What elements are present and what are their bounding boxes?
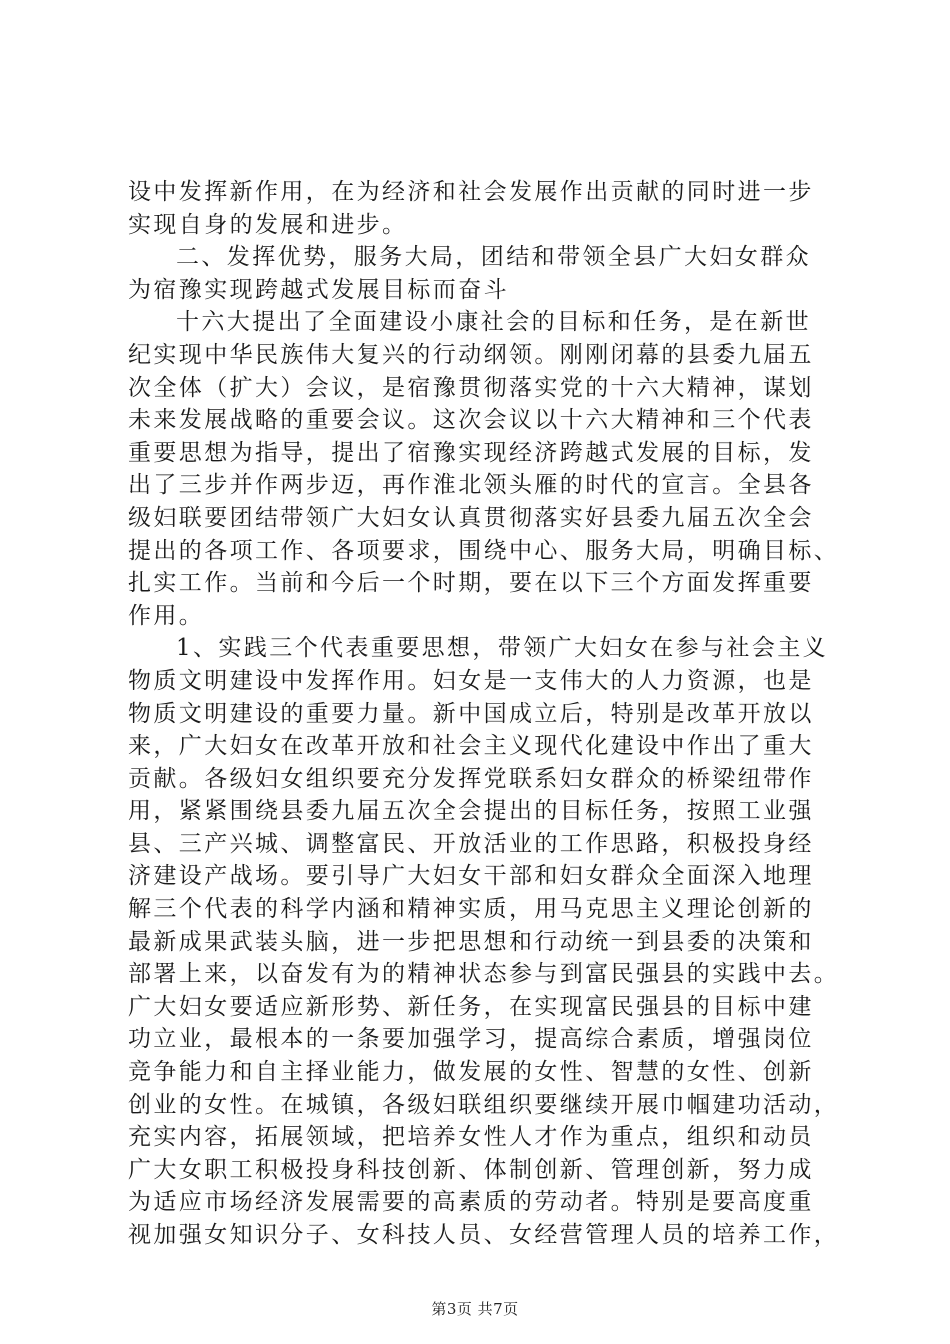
text-line: 出了三步并作两步迈，再作淮北领头雁的时代的宣言。全县各 <box>128 472 814 499</box>
text-line: 作用。 <box>128 602 205 629</box>
text-line: 实现自身的发展和进步。 <box>128 211 408 238</box>
text-line: 为宿豫实现跨越式发展目标而奋斗 <box>128 276 509 303</box>
text-line: 广大女职工积极投身科技创新、体制创新、管理创新，努力成 <box>128 1156 814 1183</box>
text-line: 级妇联要团结带领广大妇女认真贯彻落实好县委九届五次全会 <box>128 504 814 531</box>
text-line: 功立业，最根本的一条要加强学习，提高综合素质，增强岗位 <box>128 1026 814 1053</box>
text-line: 重要思想为指导，提出了宿豫实现经济跨越式发展的目标，发 <box>128 439 814 466</box>
document-body <box>128 176 840 1252</box>
text-line: 解三个代表的科学内涵和精神实质，用马克思主义理论创新的 <box>128 896 814 923</box>
text-line: 十六大提出了全面建设小康社会的目标和任务，是在新世 <box>176 309 811 336</box>
text-line: 部署上来，以奋发有为的精神状态参与到富民强县的实践中去。 <box>128 961 840 988</box>
text-line: 贡献。各级妇女组织要充分发挥党联系妇女群众的桥梁纽带作 <box>128 765 814 792</box>
text-line: 1、实践三个代表重要思想，带领广大妇女在参与社会主义 <box>176 635 829 662</box>
text-line: 设中发挥新作用，在为经济和社会发展作出贡献的同时进一步 <box>128 179 814 205</box>
text-line: 扎实工作。当前和今后一个时期，要在以下三个方面发挥重要 <box>128 570 814 597</box>
text-line: 未来发展战略的重要会议。这次会议以十六大精神和三个代表 <box>128 407 814 434</box>
text-line: 最新成果武装头脑，进一步把思想和行动统一到县委的决策和 <box>128 928 814 955</box>
page-footer: 第3页 共7页 <box>431 1300 519 1318</box>
text-line: 物质文明建设的重要力量。新中国成立后，特别是改革开放以 <box>128 700 814 727</box>
text-line: 广大妇女要适应新形势、新任务，在实现富民强县的目标中建 <box>128 993 814 1020</box>
text-line: 物质文明建设中发挥作用。妇女是一支伟大的人力资源，也是 <box>128 667 814 694</box>
text-line: 视加强女知识分子、女科技人员、女经营管理人员的培养工作， <box>128 1222 840 1248</box>
text-line: 用，紧紧围绕县委九届五次全会提出的目标任务，按照工业强 <box>128 798 814 825</box>
text-line: 创业的女性。在城镇，各级妇联组织要继续开展巾帼建功活动， <box>128 1091 840 1118</box>
text-line: 来，广大妇女在改革开放和社会主义现代化建设中作出了重大 <box>128 733 814 760</box>
text-line: 纪实现中华民族伟大复兴的行动纲领。刚刚闭幕的县委九届五 <box>128 341 814 368</box>
text-line: 县、三产兴城、调整富民、开放活业的工作思路，积极投身经 <box>128 830 814 857</box>
text-line: 二、发挥优势，服务大局，团结和带领全县广大妇女群众 <box>176 244 811 271</box>
text-line: 充实内容，拓展领域，把培养女性人才作为重点，组织和动员 <box>128 1124 814 1151</box>
text-line: 济建设产战场。要引导广大妇女干部和妇女群众全面深入地理 <box>128 863 814 890</box>
text-line: 次全体（扩大）会议，是宿豫贯彻落实党的十六大精神，谋划 <box>128 374 814 401</box>
text-line: 为适应市场经济发展需要的高素质的劳动者。特别是要高度重 <box>128 1189 814 1216</box>
text-line: 提出的各项工作、各项要求，围绕中心、服务大局，明确目标、 <box>128 537 840 564</box>
text-line: 竞争能力和自主择业能力，做发展的女性、智慧的女性、创新 <box>128 1059 814 1086</box>
